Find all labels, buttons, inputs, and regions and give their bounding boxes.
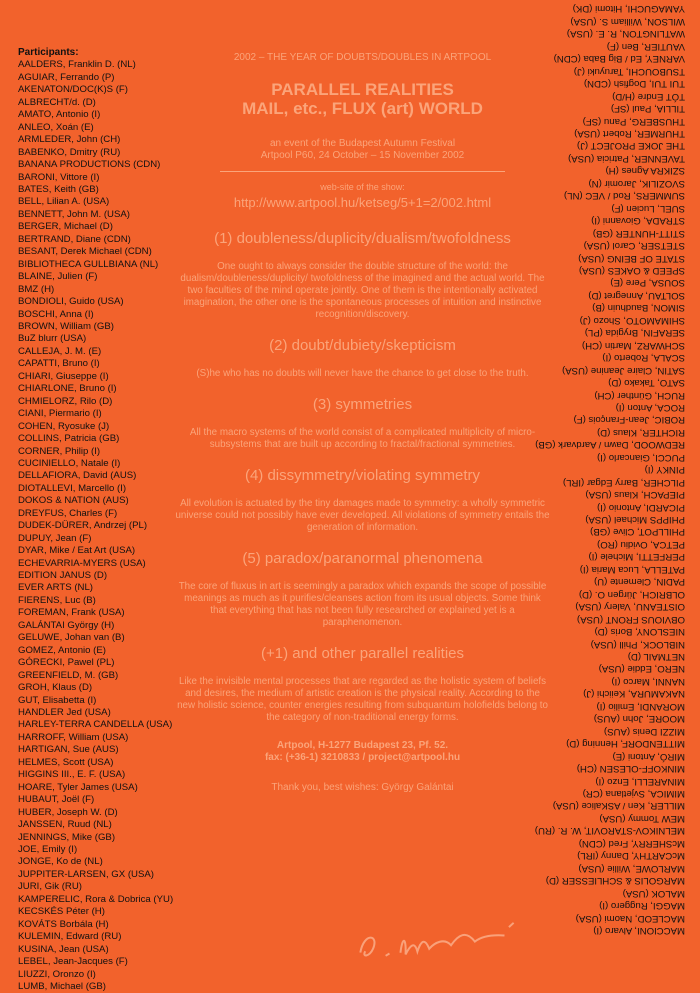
right-participant-item: SUEL, Lucien (F)	[611, 202, 685, 214]
section-heading: (4) dissymmetry/violating symmetry	[244, 467, 481, 484]
left-participant-item: BROWN, William (GB)	[18, 320, 114, 332]
sections-container	[175, 230, 550, 724]
right-participant-item: YAMAGUCHI, Hitomi (DK)	[572, 3, 685, 15]
left-participant-item: ALBRECHT/d. (D)	[18, 96, 96, 108]
left-participant-item: BOSCHI, Anna (I)	[18, 308, 94, 320]
right-participant-item: McCARTHY, Danny (IRL)	[577, 850, 685, 862]
left-participant-item: LEBEL, Jean-Jacques (F)	[18, 956, 128, 968]
title-line-2: MAIL, etc., FLUX (art) WORLD	[242, 99, 483, 118]
left-participant-item: BLAINE, Julien (F)	[18, 271, 98, 283]
section-text: One ought to always consider the double structure of the world: the dualism/doubleness/duplicity/ twofoldness of the imagined and the actual world. The two faculties of the mind operate jointly. One of them is the intentionally activated imagination, the other one is the spontaneous processes of intuition and instinctive recognition/discovery.	[180, 261, 545, 320]
address-line-1: Artpool, H-1277 Budapest 23, Pf. 52.	[276, 740, 449, 751]
right-participant-item: OLBRICH, Jürgen O. (D)	[578, 588, 685, 600]
left-participant-item: CAPATTI, Bruno (I)	[18, 358, 100, 370]
left-participant-item: BABENKO, Dmitry (RU)	[18, 146, 121, 158]
right-participant-item: PIEPACH, Klaus (USA)	[585, 489, 685, 501]
left-participant-item: BMZ (H)	[18, 283, 55, 295]
right-participant-item: NAKAMURA, Keiichi (J)	[583, 688, 685, 700]
right-participant-item: SCHWARZ, Martin (CH)	[581, 339, 685, 351]
left-participant-item: CHIARLONE, Bruno (I)	[18, 383, 117, 395]
left-participant-item: COLLINS, Patricia (GB)	[18, 433, 120, 445]
address-block	[175, 740, 550, 764]
right-participant-item: WILSON, William S. (USA)	[570, 15, 685, 27]
left-participant-item: KAMPERELIC, Rora & Dobrica (YU)	[18, 893, 174, 905]
left-participant-item: GREENFIELD, M. (GB)	[18, 669, 119, 681]
left-participant-item: KUSINA, Jean (USA)	[18, 943, 109, 955]
left-participant-item: JANSSEN, Ruud (NL)	[18, 819, 112, 831]
right-participant-item: SIMON, Baudhuin (B)	[592, 302, 685, 314]
event-line-2: Artpool P60, 24 October – 15 November 2002	[260, 150, 465, 161]
right-participant-item: PHIPPS Michael (USA)	[585, 514, 685, 526]
left-participant-item: BENNETT, John M. (USA)	[18, 208, 130, 220]
section-heading: (2) doubt/dubiety/skepticism	[269, 337, 456, 354]
left-participant-item: CIANI, Piermario (I)	[18, 408, 102, 420]
center-manifesto	[175, 52, 550, 793]
right-participant-item: NANNI, Marco (I)	[611, 675, 685, 687]
right-participant-item: SOUSA, Pere (E)	[610, 277, 685, 289]
section-text: The core of fluxus in art is seemingly a paradox which expands the scope of possible meanings as much as it purifies/cleanses action from its usual objects. Some think that everything that has not been fully researched or explained yet is a paraphenomenon.	[178, 581, 547, 628]
section-text: All evolution is actuated by the tiny damages made to symmetry: a wholly symmetric universe could not possibly have ever developed. All violations of symmetry entails the generation of information.	[175, 498, 550, 533]
left-participant-item: AALDERS, Franklin D. (NL)	[18, 59, 136, 71]
right-participant-item: MIMICA, Svjetlana (CR)	[582, 788, 685, 800]
left-participant-item: GALÁNTAI György (H)	[18, 619, 115, 631]
right-participant-item: VARNEY, Ed / Big Baba (CDN)	[553, 53, 685, 65]
right-participant-item: SERAFIN, Brygida (PL)	[584, 327, 685, 339]
right-participant-item: THUSBERG, Panu (SF)	[582, 115, 685, 127]
left-participant-item: CORNER, Philip (I)	[18, 445, 101, 457]
right-participant-item: MOORE, John (AUS)	[593, 713, 685, 725]
right-participant-item: MIZZI Denis (AUS)	[603, 725, 685, 737]
right-participant-item: OISTEANU, Valery (USA)	[575, 601, 685, 613]
right-participant-item: MARGOLIS & SCHLIESSER (D)	[545, 875, 685, 887]
left-participant-item: BERTRAND, Diane (CDN)	[18, 233, 131, 245]
left-participant-item: JONGE, Ko de (NL)	[18, 856, 103, 868]
right-participant-item: MORANDI, Emilio (I)	[596, 700, 685, 712]
right-participant-item: WATLINGTON, R. E. (USA)	[566, 28, 685, 40]
section-heading: (3) symmetries	[312, 396, 413, 413]
left-participant-item: HARROFF, William (USA)	[18, 731, 129, 743]
divider	[220, 171, 505, 172]
section-heading: (+1) and other parallel realities	[260, 645, 465, 662]
left-participant-item: BIBLIOTHECA GULLBIANA (NL)	[18, 258, 159, 270]
right-participant-item: SCALA, Roberto (I)	[602, 352, 685, 364]
left-participant-item: DUDEK-DÜRER, Andrzej (PL)	[18, 520, 148, 532]
event-line-1: an event of the Budapest Autumn Festival	[269, 138, 456, 149]
right-participant-item: MIRÓ, Antoni (E)	[612, 750, 685, 762]
right-participant-item: SATIN, Claire Jeanine (USA)	[562, 364, 685, 376]
right-participant-item: MILLER, Ken / ASKalice (USA)	[552, 800, 685, 812]
right-participant-item: ROBIC, Jean-François (F)	[573, 414, 685, 426]
left-participant-item: GELUWE, Johan van (B)	[18, 632, 125, 644]
right-participant-item: MINKOFF-OLESEN (CH)	[576, 763, 685, 775]
right-participant-item: MALOK (USA)	[622, 887, 685, 899]
left-participant-item: JOE, Emily (I)	[18, 844, 78, 855]
right-participant-item: THURMER, Robert (USA)	[574, 128, 685, 139]
left-participant-item: JURI, Gik (RU)	[18, 881, 82, 893]
left-participant-item: GUT, Elisabetta (I)	[18, 694, 97, 706]
section-text: All the macro systems of the world consist of a complicated multiplicity of micro-subsystems that are built up according to fractal/fractional symmetries.	[189, 427, 536, 450]
left-participant-item: KOVÁTS Borbála (H)	[18, 918, 109, 930]
right-participant-item: NETMAIL (D)	[627, 651, 685, 663]
right-participant-item: MITTENDORF, Henning (D)	[566, 738, 685, 750]
left-participant-item: FOREMAN, Frank (USA)	[18, 607, 125, 619]
left-participant-item: EDITION JANUS (D)	[18, 570, 108, 582]
left-participant-item: HARLEY-TERRA CANDELLA (USA)	[18, 719, 173, 731]
right-participant-item: PILCHER, Barry Edgar (IRL)	[562, 476, 685, 488]
year-line: 2002 – THE YEAR OF DOUBTS/DOUBLES IN ARTPOOL	[233, 52, 492, 63]
left-participant-item: GÓRECKI, Pawel (PL)	[18, 657, 115, 669]
right-participant-item: PHILLPOT, Clive (GB)	[590, 526, 685, 538]
left-participant-item: HELMES, Scott (USA)	[18, 756, 114, 768]
left-participant-item: JUPPITER-LARSEN, GX (USA)	[18, 868, 154, 880]
section-heading: (5) paradox/paranormal phenomena	[242, 550, 483, 567]
right-participant-item: TÓT Endre (H/D)	[612, 90, 685, 102]
participants-header: Participants:	[18, 47, 79, 58]
left-participant-item: AGUIAR, Ferrando (P)	[18, 71, 115, 83]
section-heading: (1) doubleness/duplicity/dualism/twofoldness	[214, 230, 511, 247]
right-participant-item: PERFETTI, Michele (I)	[588, 551, 685, 563]
thanks-line: Thank you, best wishes: György Galántai	[271, 782, 454, 793]
left-participant-item: GOMEZ, Antonio (E)	[18, 644, 106, 656]
right-participant-item: STETSER, Carol (USA)	[583, 240, 685, 252]
left-participant-item: ARMLEDER, John (CH)	[18, 134, 121, 146]
left-participant-item: LIUZZI, Oronzo (I)	[18, 968, 96, 980]
right-participant-item: RUCH, Günther (CH)	[594, 389, 685, 401]
left-participant-item: DYAR, Mike / Eat Art (USA)	[18, 545, 136, 557]
address-line-2: fax: (+36-1) 3210833 / project@artpool.hu	[264, 752, 461, 763]
right-participant-item: SZIKRA Agnes (H)	[605, 165, 685, 177]
left-participant-item: ECHEVARRIA-MYERS (USA)	[18, 557, 146, 569]
right-participant-item: PUCCI, Giancarlo (I)	[597, 451, 685, 463]
left-participant-item: KULEMIN, Edward (RU)	[18, 931, 122, 943]
right-participant-item: MEW Tommy (USA)	[599, 812, 685, 824]
left-participant-item: BELL, Lilian A. (USA)	[18, 196, 110, 208]
right-participant-item: PADIN, Clemente (U)	[594, 576, 685, 588]
right-participant-item: NIBLOCK, Phill (USA)	[590, 638, 685, 650]
left-participant-item: HANDLER Jed (USA)	[18, 707, 111, 719]
handwritten-signature	[354, 916, 527, 974]
right-participant-item: NIESLONY, Boris (D)	[594, 626, 685, 638]
left-participant-item: HUBAUT, Joël (F)	[18, 794, 95, 806]
right-participant-item: STITT-HUNTER (GB)	[592, 227, 685, 239]
left-participant-item: CUCINIELLO, Natale (I)	[18, 457, 121, 469]
right-participant-item: VAUTIER, Ben (F)	[606, 40, 685, 52]
left-participant-item: GROH, Klaus (D)	[18, 682, 93, 694]
left-participant-item: COHEN, Ryosuke (J)	[18, 420, 110, 432]
right-participant-item: STATE OF BEING (USA)	[578, 252, 685, 264]
left-participant-item: CALLEJA, J. M. (E)	[18, 345, 102, 357]
left-participant-item: DREYFUS, Charles (F)	[18, 507, 118, 519]
right-participant-item: SPEED & OAKES (USA)	[578, 264, 685, 276]
right-participant-item: ROCA, Anton (I)	[615, 401, 685, 413]
left-participant-item: AKENATON/DOC(K)S (F)	[18, 84, 128, 96]
left-participant-item: KECSKÉS Péter (H)	[18, 906, 105, 918]
left-participant-item: ANLEO, Xoán (E)	[18, 121, 94, 133]
right-participant-item: REDWOOD, Dawn / Aardvark (GB)	[535, 439, 685, 451]
right-participant-item: TAVENNER, Patricia (USA)	[568, 152, 685, 164]
left-participant-item: HOARE, Tyler James (USA)	[18, 781, 138, 793]
right-participant-item: PETCA, Ovidiu (RO)	[597, 538, 685, 550]
right-participant-item: MINARELLI, Enzo (I)	[595, 775, 685, 787]
left-participant-item: BESANT, Derek Michael (CDN)	[18, 246, 152, 258]
right-participant-item: OBVIOUS FRONT (USA)	[576, 613, 685, 625]
right-participant-item: PICARDI, Antonio (I)	[597, 501, 685, 513]
right-participant-item: SOLTAU, Annegret (D)	[588, 289, 685, 301]
left-participant-item: HARTIGAN, Sue (AUS)	[18, 744, 119, 756]
right-participant-item: STRADA, Giovanni (I)	[591, 215, 685, 227]
left-participant-item: DUPUY, Jean (F)	[18, 532, 92, 544]
left-participant-item: BANANA PRODUCTIONS (CDN)	[18, 159, 161, 171]
right-participant-item: SHIMAMOTO, Shozo (J)	[579, 314, 685, 326]
left-participant-item: JENNINGS, Mike (GB)	[18, 831, 116, 843]
left-participant-item: BONDIOLI, Guido (USA)	[18, 296, 124, 308]
left-participant-item: HUBER, Joseph W. (D)	[18, 806, 118, 818]
right-participant-item: RICHTER, Klaus (D)	[597, 426, 685, 438]
right-participant-item: TILLIA, Paul (SF)	[610, 103, 685, 115]
left-participant-item: DELLAFIORA, David (AUS)	[18, 470, 137, 482]
left-participant-item: EVER ARTS (NL)	[18, 582, 93, 594]
right-participant-item: McSHERRY, Fred (CDN)	[578, 837, 685, 849]
right-participant-item: PINKY (I)	[644, 464, 685, 476]
right-participant-item: SVOZILIK, Jaromir (N)	[588, 177, 685, 189]
right-participant-item: SATO, Takako (D)	[608, 377, 685, 389]
right-participant-item: MAGGI, Ruggero (I)	[599, 900, 685, 912]
left-participant-item: BuZ blurr (USA)	[18, 333, 87, 345]
right-participant-item: SUMMERS, Rod / VEC (NL)	[563, 190, 685, 202]
right-participant-item: TSUBOUCHI, Taruyuki (J)	[573, 65, 685, 77]
right-participant-item: MELNIKOV-STAROVIT, W. R. (RU)	[534, 825, 685, 837]
left-participant-item: CHIARI, Giuseppe (I)	[18, 370, 109, 382]
left-participant-item: LUMB, Michael (GB)	[18, 980, 106, 992]
left-participant-item: DIOTALLEVI, Marcello (I)	[18, 482, 127, 494]
title-line-1: PARALLEL REALITIES	[271, 80, 454, 99]
website-label: web-site of the show:	[320, 182, 405, 192]
section-text: Like the invisible mental processes that are regarded as the holistic system of beliefs and desires, the medium of artistic creation is the physical reality. According to the new holistic science, counter energies resulting from subquantum holofields belong to the category of non-traditional energy forms.	[177, 676, 548, 723]
right-participant-item: MACLEOD, Naomi (USA)	[575, 912, 685, 924]
right-participant-item: MACCIONI, Alvaro (I)	[593, 925, 685, 936]
left-participant-item: BERGER, Michael (D)	[18, 221, 113, 233]
right-participant-item: MARLOWE, Willie (USA)	[578, 862, 685, 874]
left-participant-item: DOKOS & NATION (AUS)	[18, 495, 129, 507]
section-text: (S)he who has no doubts will never have the chance to get close to the truth.	[196, 368, 529, 379]
signature-icon	[354, 916, 526, 968]
right-participant-item: NERO, Eddie (USA)	[598, 663, 685, 675]
right-participant-item: THE JOKE PROJECT (J)	[576, 140, 685, 152]
left-participant-item: BATES, Keith (GB)	[18, 183, 99, 195]
right-participant-item: PATELLA, Luca Maria (I)	[579, 563, 685, 575]
website-url[interactable]: http://www.artpool.hu/ketseg/5+1=2/002.html	[233, 195, 492, 210]
left-participant-item: AMATO, Antonio (I)	[18, 109, 101, 121]
left-participant-item: BARONI, Vittore (I)	[18, 171, 100, 183]
left-participant-item: HIGGINS III., E. F. (USA)	[18, 769, 126, 781]
left-participant-item: FIERENS, Luc (B)	[18, 594, 96, 606]
left-participant-item: CHMIELORZ, Rilo (D)	[18, 395, 113, 407]
right-participant-item: TUI TUI, Dogfish (CDN)	[583, 78, 685, 90]
